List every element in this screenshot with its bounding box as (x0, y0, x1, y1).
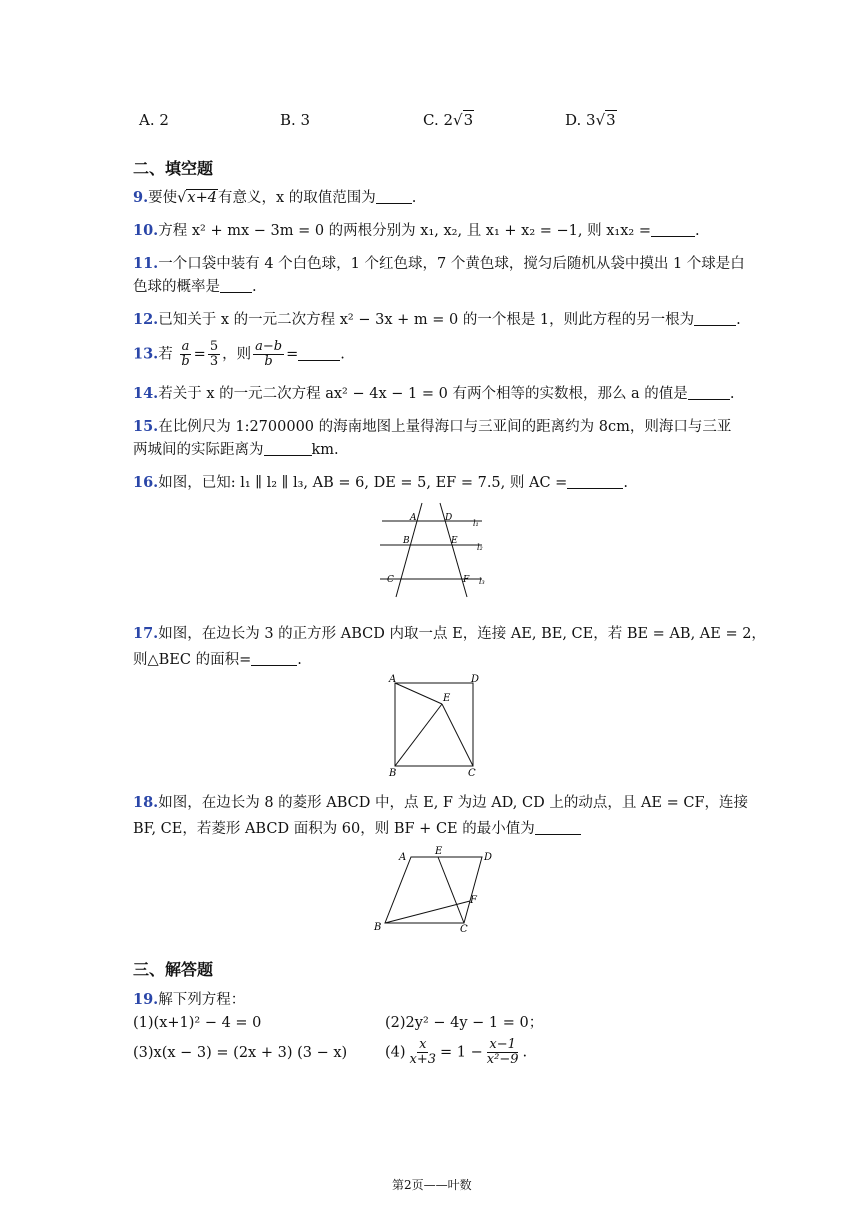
question-number: 17. (133, 625, 159, 642)
label-E: E (451, 536, 458, 546)
section-title-solve: 三、解答题 (133, 960, 214, 979)
q12-end: . (736, 312, 741, 328)
q17-line2: 则△BEC 的面积= (133, 652, 252, 668)
answer-blank (376, 189, 412, 204)
q10-end: . (694, 223, 700, 239)
q18-line1: 如图，在边长为 8 的菱形 ABCD 中，点 E, F 为边 AD, CD 上的动点，且 AE = CF，连接 (158, 795, 749, 811)
sqrt-symbol: √ (595, 111, 606, 129)
rhombus-abcd (385, 857, 482, 923)
q19-part-1: (1)(x+1)² − 4 = 0 (133, 1015, 262, 1031)
q12-text: 已知关于 x 的一元二次方程 x² − 3x + m = 0 的一个根是 1，则此方程的另一根为 (158, 312, 695, 328)
question-number: 12. (133, 311, 159, 328)
question-15 (133, 417, 731, 437)
option-d-prefix: D. 3 (565, 111, 596, 129)
denominator: 3 (209, 354, 219, 369)
equals: = (193, 346, 206, 363)
answer-blank (651, 222, 695, 237)
q13-pre: 若 (158, 346, 173, 363)
segment-AE (395, 683, 442, 704)
answer-blank (251, 651, 297, 666)
answer-blank (298, 346, 340, 361)
label-l2: l₂ (477, 543, 483, 552)
option-c-prefix: C. 2 (423, 111, 454, 129)
denominator: b (181, 354, 190, 369)
q15-line1: 在比例尺为 1:2700000 的海南地图上量得海口与三亚间的距离约为 8cm，则海口与三亚 (158, 419, 732, 435)
answer-blank (567, 474, 623, 489)
q16-text: 如图，已知: l₁ ∥ l₂ ∥ l₃, AB = 6, DE = 5, EF = 7.5, 则 AC = (158, 475, 568, 491)
label-C: C (387, 575, 394, 585)
label-B: B (374, 922, 382, 933)
q19-part-3: (3)x(x − 3) = (2x + 3) (3 − x) (133, 1045, 348, 1061)
sqrt-symbol: √ (177, 190, 187, 206)
q19-part-4 (385, 1038, 527, 1067)
question-10 (133, 221, 700, 241)
segment-BE (395, 704, 442, 766)
q11-line2: 色球的概率是 (133, 279, 220, 295)
question-number: 11. (133, 255, 159, 272)
q13-end: . (340, 346, 345, 363)
numerator: x−1 (489, 1037, 516, 1052)
question-18 (133, 793, 748, 813)
q18-line2: BF, CE，若菱形 ABCD 面积为 60，则 BF + CE 的最小值为 (133, 821, 535, 837)
label-l1: l₁ (473, 519, 479, 528)
q16-end: . (623, 475, 628, 491)
question-number: 9. (133, 189, 149, 206)
q9-radicand: x+4 (187, 190, 217, 206)
question-number: 10. (133, 222, 159, 239)
denominator: x²−9 (486, 1052, 519, 1067)
label-B: B (389, 768, 397, 779)
question-number: 14. (133, 385, 159, 402)
q17-line1: 如图，在边长为 3 的正方形 ABCD 内取一点 E，连接 AE, BE, CE，若 BE = AB, AE = 2， (158, 626, 766, 642)
denominator: x+3 (409, 1052, 437, 1067)
question-17-line2 (133, 650, 302, 670)
label-A: A (399, 852, 407, 863)
label-F: F (470, 895, 477, 906)
section-title-fill-blank: 二、填空题 (133, 159, 214, 178)
figure-rhombus (368, 842, 503, 937)
q11-end: . (252, 279, 257, 295)
answer-blank (694, 311, 736, 326)
fraction-a-minus-b-over-b (253, 340, 284, 369)
label-A: A (389, 674, 397, 685)
label-D: D (484, 852, 493, 863)
transversal-abc (396, 503, 422, 597)
q19-p4-pre: (4) (385, 1044, 406, 1061)
page-footer: 第2页——叶数 (392, 1178, 472, 1192)
fraction-x-over-x-plus-3 (408, 1038, 439, 1067)
sqrt-symbol: √ (453, 111, 463, 129)
label-E: E (435, 846, 443, 857)
option-a: A. 2 (139, 111, 169, 129)
square-abcd (395, 683, 473, 766)
q13-mid: ，则 (222, 346, 252, 363)
question-9 (133, 188, 416, 208)
label-D: D (471, 674, 480, 685)
figure-parallel-lines (370, 500, 500, 600)
label-A: A (410, 513, 417, 523)
label-C: C (460, 924, 468, 935)
question-11 (133, 254, 745, 274)
question-12 (133, 310, 741, 330)
label-C: C (468, 768, 476, 779)
q10-text: 方程 x² + mx − 3m = 0 的两根分别为 x₁, x₂, 且 x₁ + x₂ = −1, 则 x₁x₂ = (158, 223, 651, 239)
label-D: D (445, 513, 453, 523)
denominator: b (264, 354, 273, 369)
answer-blank (220, 278, 252, 293)
question-15-line2 (133, 440, 339, 460)
fraction-a-over-b (179, 340, 191, 369)
question-17 (133, 624, 766, 644)
q19-p4-mid: = 1 − (440, 1044, 483, 1061)
q11-line1: 一个口袋中装有 4 个白色球，1 个红色球，7 个黄色球，搅匀后随机从袋中摸出 1 个球是白 (158, 256, 745, 272)
q14-text: 若关于 x 的一元二次方程 ax² − 4x − 1 = 0 有两个相等的实数根，那么 a 的值是 (158, 386, 688, 402)
answer-blank (535, 820, 581, 835)
question-number: 13. (133, 345, 159, 363)
numerator: a (181, 339, 190, 354)
option-b: B. 3 (280, 111, 311, 129)
option-d (565, 111, 617, 129)
q9-post: 有意义，x 的取值范围为 (217, 190, 376, 206)
question-14 (133, 384, 734, 404)
segment-CE (438, 857, 464, 923)
q15-unit: km. (311, 442, 339, 458)
segment-CE (442, 704, 473, 766)
option-c-radicand: 3 (463, 111, 474, 129)
option-d-radicand: 3 (606, 111, 616, 129)
q19-part-2: (2)2y² − 4y − 1 = 0； (385, 1015, 544, 1031)
answer-blank (688, 385, 730, 400)
question-number: 19. (133, 991, 159, 1008)
q14-end: . (729, 386, 735, 402)
q15-line2: 两城间的实际距离为 (133, 442, 264, 458)
question-16 (133, 473, 628, 493)
label-B: B (403, 536, 410, 546)
equals: = (286, 346, 299, 363)
option-c (423, 111, 474, 129)
question-number: 15. (133, 418, 159, 435)
question-13 (133, 340, 345, 369)
q9-pre: 要使 (148, 190, 178, 206)
question-18-line2 (133, 819, 581, 839)
q19-p4-end: . (522, 1044, 528, 1061)
q19-title: 解下列方程： (158, 992, 246, 1008)
fraction-x-minus-1-over-x2-minus-9 (485, 1038, 521, 1067)
question-number: 16. (133, 474, 159, 491)
fraction-5-over-3 (208, 340, 220, 369)
figure-square (385, 672, 490, 780)
numerator: x (419, 1037, 427, 1052)
label-l3: l₃ (479, 577, 485, 586)
q9-end: . (411, 190, 417, 206)
numerator: 5 (209, 339, 219, 354)
label-F: F (463, 575, 470, 585)
segment-BF (385, 901, 470, 923)
question-19 (133, 990, 245, 1010)
answer-blank (264, 441, 312, 456)
numerator: a−b (255, 339, 283, 354)
question-11-line2 (133, 277, 257, 297)
label-E: E (443, 693, 451, 704)
q17-end: . (297, 652, 302, 668)
question-number: 18. (133, 794, 159, 811)
